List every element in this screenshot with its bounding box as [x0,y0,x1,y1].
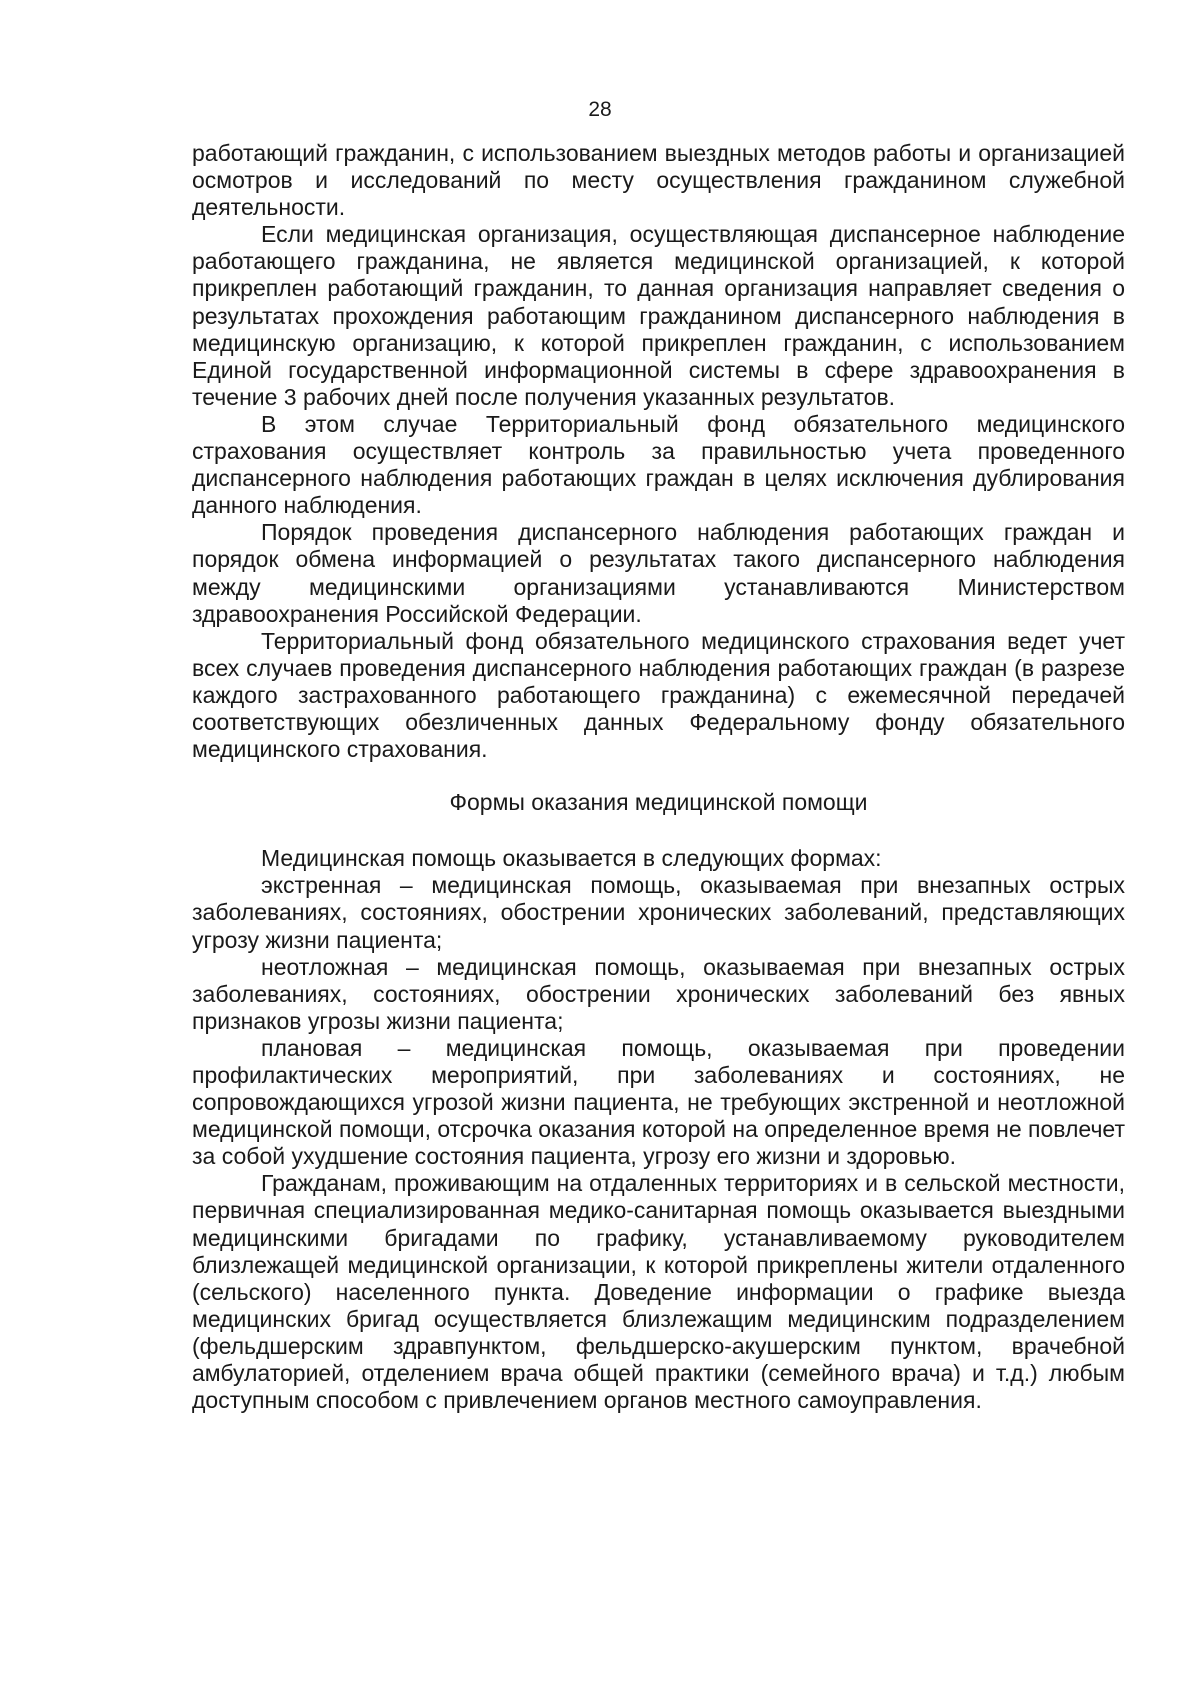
paragraph-continuation: работающий гражданин, с использованием выездных методов работы и организацией осмотров и исследований по месту осуществления гражданином служебной деятельности. [192,140,1125,221]
paragraph-fund-accounting: Территориальный фонд обязательного медицинского страхования ведет учет всех случаев проведения диспансерного наблюдения работающих граждан (в разрезе каждого застрахованного работающего гражданина) с ежемесячной передачей соответствующих обезличенных данных Федеральному фонду обязательного медицинского страхования. [192,627,1125,763]
paragraph-monitoring-organization: Если медицинская организация, осуществляющая диспансерное наблюдение работающего гражданина, не является медицинской организацией, к которой прикреплен работающий гражданин, то данная организация направляет сведения о результатах прохождения работающим гражданином диспансерного наблюдения в медицинскую организацию, к которой прикреплен гражданин, с использованием Единой государственной информационной системы в сфере здравоохранения в течение 3 рабочих дней после получения указанных результатов. [192,221,1125,410]
paragraph-emergency-form: экстренная – медицинская помощь, оказываемая при внезапных острых заболеваниях, состояниях, обострении хронических заболеваний, представляющих угрозу жизни пациента; [192,872,1125,953]
section-heading: Формы оказания медицинской помощи [449,789,868,816]
paragraph-forms-intro: Медицинская помощь оказывается в следующих формах: [261,845,882,872]
paragraph-territorial-fund-control: В этом случае Территориальный фонд обязательного медицинского страхования осуществляет контроль за правильностью учета проведенного диспансерного наблюдения работающих граждан в целях исключения дублирования данного наблюдения. [192,410,1125,519]
paragraph-urgent-form: неотложная – медицинская помощь, оказываемая при внезапных острых заболеваниях, состояниях, обострении хронических заболеваний без явных признаков угрозы жизни пациента; [192,953,1125,1034]
paragraph-rural-care: Гражданам, проживающим на отдаленных территориях и в сельской местности, первичная специализированная медико-санитарная помощь оказывается выездными медицинскими бригадами по графику, устанавливаемому руководителем близлежащей медицинской организации, к которой прикреплены жители отдаленного (сельского) населенного пункта. Доведение информации о графике выезда медицинских бригад осуществляется близлежащим медицинским подразделением (фельдшерским здравпунктом, фельдшерско-акушерским пунктом, врачебной амбулаторией, отделением врача общей практики (семейного врача) и т.д.) любым доступным способом с привлечением органов местного самоуправления. [192,1170,1125,1414]
paragraph-monitoring-procedure: Порядок проведения диспансерного наблюдения работающих граждан и порядок обмена информацией о результатах такого диспансерного наблюдения между медицинскими организациями устанавливаются Министерством здравоохранения Российской Федерации. [192,519,1125,627]
document-body [192,140,1125,1414]
page-number: 28 [588,98,612,121]
paragraph-planned-form: плановая – медицинская помощь, оказываемая при проведении профилактических мероприятий, при заболеваниях и состояниях, не сопровождающихся угрозой жизни пациента, не требующих экстренной и неотложной медицинской помощи, отсрочка оказания которой на определенное время не повлечет за собой ухудшение состояния пациента, угрозу его жизни и здоровью. [192,1034,1125,1170]
